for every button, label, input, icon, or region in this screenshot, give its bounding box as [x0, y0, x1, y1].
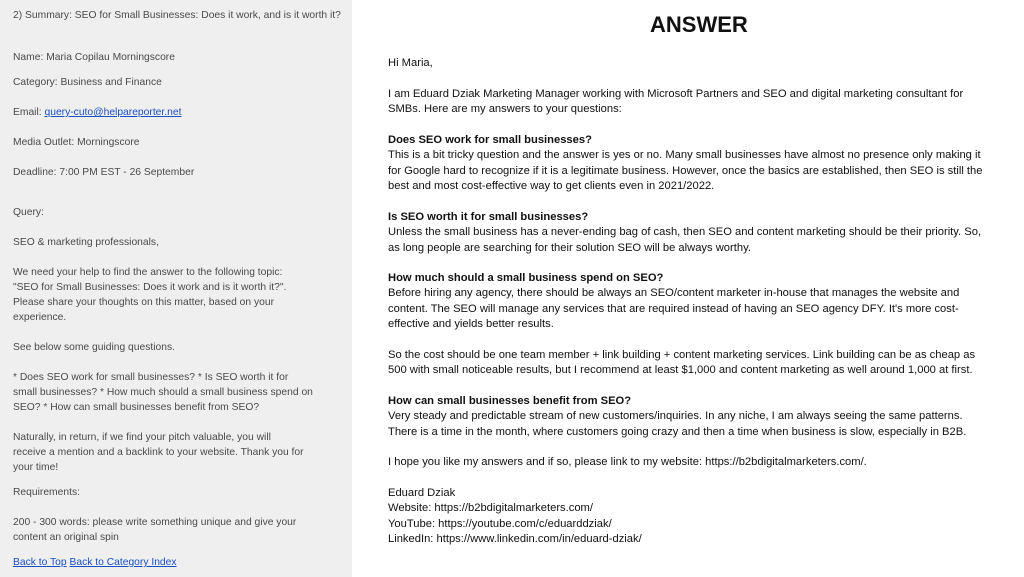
question-heading: Does SEO work for small businesses?: [388, 134, 592, 146]
question-heading: Is SEO worth it for small businesses?: [388, 211, 589, 223]
query-footer-links: [13, 555, 343, 570]
back-to-category-link[interactable]: Back to Category Index: [69, 557, 177, 568]
answer-text: This is a bit tricky question and the answer is yes or no. Many small businesses have almost no presence only making it for Google hard to recognize if it is a legitimate business. However, once the basics are established, then SEO is still the best and most cost-effective way to get clients even in 2021/2022.: [388, 149, 983, 192]
answer-salutation: Hi Maria,: [388, 57, 433, 69]
query-label: Query:: [13, 207, 44, 218]
answer-section-4: [388, 394, 1014, 440]
back-to-top-link[interactable]: Back to Top: [13, 557, 67, 568]
answer-section-3: [388, 271, 1014, 332]
answer-section-2: [388, 210, 1014, 256]
answer-section-1: [388, 133, 1014, 194]
query-greeting: SEO & marketing professionals,: [13, 237, 159, 248]
query-return: Naturally, in return, if we find your pitch valuable, you will receive a mention and a backlink to your website. Thank you for your time!: [13, 432, 304, 473]
answer-closing: I hope you like my answers and if so, please link to my website: https://b2bdigitalmarketers.com/.: [388, 456, 867, 468]
query-name: Name: Maria Copilau Morningscore: [13, 52, 175, 63]
query-deadline: Deadline: 7:00 PM EST - 26 September: [13, 167, 195, 178]
query-summary: 2) Summary: SEO for Small Businesses: Does it work, and is it worth it?: [13, 10, 341, 21]
email-link[interactable]: query-cuto@helpareporter.net: [44, 107, 182, 118]
question-heading: How can small businesses benefit from SEO?: [388, 395, 632, 407]
answer-signature: Eduard Dziak Website: https://b2bdigitalmarketers.com/ YouTube: https://youtube.com/c/eduarddziak/ LinkedIn: https://www.linkedin.com/in/eduard-dziak/: [388, 487, 642, 545]
query-media-outlet: Media Outlet: Morningscore: [13, 137, 140, 148]
query-topic: We need your help to find the answer to the following topic: "SEO for Small Businesses: Does it work and is it worth it?". Please share your thoughts on this matter, based on your experience.: [13, 267, 287, 323]
question-heading: How much should a small business spend on SEO?: [388, 272, 664, 284]
email-label: Email:: [13, 107, 45, 118]
answer-cost-paragraph: So the cost should be one team member + link building + content marketing services. Link building can be as cheap as 500 with small noticeable results, but I recommend at least $1,000 and content marketing as well around 1,000 at first.: [388, 349, 976, 377]
query-questions: * Does SEO work for small businesses? * Is SEO worth it for small businesses? * How much should a small business spend on SEO? * How can small businesses benefit from SEO?: [13, 372, 313, 413]
query-requirements: 200 - 300 words: please write something unique and give your content an original spin: [13, 517, 297, 543]
answer-text: Very steady and predictable stream of new customers/inquiries. In any niche, I am always seeing the same patterns. There is a time in the month, where customers going crazy and then a time when business is slow, especially in B2B.: [388, 410, 967, 438]
answer-title: ANSWER: [650, 12, 748, 37]
query-requirements-label: Requirements:: [13, 487, 80, 498]
query-email: [13, 105, 343, 120]
answer-panel: [388, 0, 1018, 577]
query-category: Category: Business and Finance: [13, 77, 162, 88]
query-guiding: See below some guiding questions.: [13, 342, 175, 353]
answer-text: Unless the small business has a never-ending bag of cash, then SEO and content marketing should be their priority. So, as long people are searching for their solution SEO will be always worthy.: [388, 226, 982, 254]
query-panel: [0, 0, 352, 577]
answer-intro: I am Eduard Dziak Marketing Manager working with Microsoft Partners and SEO and digital marketing consultant for SMBs. Here are my answers to your questions:: [388, 88, 964, 116]
answer-text: Before hiring any agency, there should be always an SEO/content marketer in-house that manages the website and content. The SEO will manage any services that are required instead of having an SEO agency DFY. It's more cost- effective and yields better results.: [388, 287, 960, 330]
